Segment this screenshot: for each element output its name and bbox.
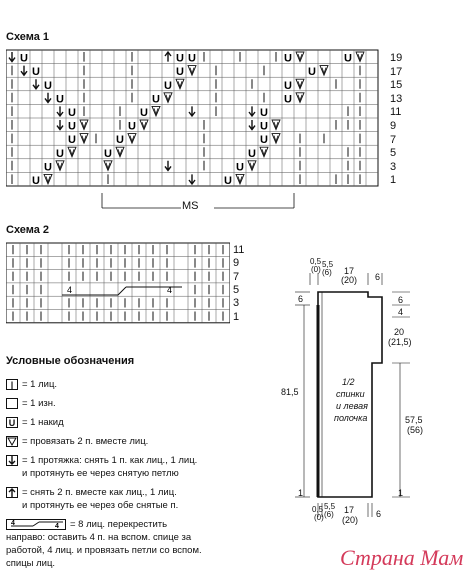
legend-title: Условные обозначения	[6, 355, 135, 367]
svg-text:0,5: 0,5	[312, 505, 324, 514]
svg-text:81,5: 81,5	[281, 387, 299, 397]
yarn-over: U	[260, 134, 268, 147]
yarn-over: U	[260, 120, 268, 133]
yarn-over: U	[68, 107, 76, 119]
row-number: 11	[233, 244, 245, 256]
svg-text:6: 6	[375, 272, 381, 282]
row-number: 15	[390, 79, 403, 92]
scheme1-chart	[6, 48, 388, 218]
legend-symbol	[6, 398, 18, 409]
row-number: 3	[390, 160, 397, 173]
yarn-over: U	[32, 66, 40, 79]
legend-text: = 8 лиц. перекрестить направо: оставить 4 п. на вспом. спице за работой, 4 лиц. и провязать петли со вспом. спицы лиц.	[6, 519, 202, 569]
yarn-over: U	[44, 79, 52, 92]
svg-text:1/2: 1/2	[342, 377, 355, 387]
yarn-over: U	[188, 52, 196, 65]
legend-text: = провязать 2 п. вместе лиц.	[22, 436, 149, 447]
legend-text: = 1 протяжка: снять 1 п. как лиц., 1 лиц. и протянуть ее через снятую петлю	[22, 455, 198, 479]
yarn-over: U	[176, 52, 184, 65]
svg-text:(0): (0)	[311, 265, 321, 274]
yarn-over: U	[308, 66, 316, 79]
svg-text:4: 4	[11, 520, 15, 527]
yarn-over: U	[44, 161, 52, 174]
watermark-logo: Страна Мам	[340, 545, 464, 570]
row-number: 17	[390, 65, 403, 78]
yarn-over: U	[284, 52, 292, 65]
row-number: 7	[233, 270, 240, 283]
scheme2-grid	[6, 243, 230, 323]
row-number: 9	[233, 257, 240, 270]
svg-text:и левая: и левая	[336, 401, 368, 411]
svg-text:(21,5): (21,5)	[388, 337, 412, 347]
row-number: 7	[390, 133, 397, 146]
row-number: 11	[390, 106, 402, 119]
scheme2-title: Схема 2	[6, 224, 50, 236]
yarn-over: U	[248, 147, 256, 160]
cable-number-left: 4	[67, 285, 73, 295]
scheme1-title: Схема 1	[6, 31, 50, 43]
svg-text:1: 1	[298, 488, 304, 498]
yarn-over: U	[20, 52, 28, 65]
row-number: 1	[233, 310, 240, 323]
row-number: 5	[233, 283, 240, 296]
svg-text:20: 20	[394, 327, 405, 337]
row-number: 1	[390, 174, 397, 187]
cable-number-right: 4	[167, 285, 173, 295]
svg-text:4: 4	[55, 523, 59, 529]
legend-symbol	[6, 436, 18, 447]
row-number: 13	[390, 92, 403, 105]
svg-text:(56): (56)	[407, 425, 424, 435]
yarn-over: U	[236, 161, 244, 174]
yarn-over: U	[284, 93, 292, 106]
svg-text:(0): (0)	[314, 513, 324, 522]
svg-text:(20): (20)	[341, 275, 358, 285]
svg-text:6: 6	[398, 295, 404, 305]
yarn-over: U	[104, 147, 112, 160]
svg-text:0,5: 0,5	[310, 257, 322, 266]
svg-text:6: 6	[376, 509, 382, 519]
yarn-over: U	[128, 120, 136, 133]
yarn-over: U	[56, 93, 64, 106]
row-number: 9	[390, 120, 397, 132]
svg-text:(6): (6)	[322, 268, 332, 277]
row-number: 3	[233, 297, 240, 310]
svg-text:57,5: 57,5	[405, 415, 423, 425]
yarn-over: U	[344, 52, 352, 65]
yarn-over: U	[260, 107, 268, 119]
svg-text:спинки: спинки	[336, 389, 365, 399]
yarn-over: U	[32, 175, 40, 187]
svg-text:полочка: полочка	[334, 413, 368, 423]
svg-text:6: 6	[298, 294, 304, 304]
yarn-over: U	[56, 147, 64, 160]
legend-text: = снять 2 п. вместе как лиц., 1 лиц. и протянуть ее через обе снятые п.	[22, 487, 179, 511]
yarn-over: U	[284, 79, 292, 92]
svg-text:4: 4	[398, 307, 404, 317]
legend-symbol: U	[6, 417, 18, 428]
svg-text:17: 17	[344, 505, 355, 515]
scheme2-chart	[6, 241, 230, 325]
yarn-over: U	[116, 134, 124, 147]
svg-text:(20): (20)	[342, 515, 359, 525]
legend-text: = 1 лиц.	[22, 379, 58, 390]
yarn-over: U	[68, 120, 76, 133]
svg-text:(6): (6)	[324, 510, 334, 519]
legend-symbol	[6, 487, 18, 498]
legend-text: = 1 изн.	[22, 398, 56, 409]
svg-text:5,5: 5,5	[322, 260, 334, 269]
yarn-over: U	[152, 93, 160, 106]
svg-text:17: 17	[344, 266, 355, 276]
ms-label: MS	[182, 200, 199, 212]
legend-symbol	[6, 519, 66, 530]
row-number: 19	[390, 52, 403, 64]
svg-text:1: 1	[398, 488, 404, 498]
yarn-over: U	[68, 134, 76, 147]
legend-symbol: |	[6, 379, 18, 390]
yarn-over: U	[224, 175, 232, 187]
yarn-over: U	[164, 79, 172, 92]
pattern-schematic	[280, 255, 470, 535]
yarn-over: U	[140, 107, 148, 119]
legend-text: = 1 накид	[22, 417, 64, 428]
row-number: 5	[390, 147, 397, 160]
legend-symbol	[6, 455, 18, 466]
yarn-over: U	[176, 66, 184, 79]
svg-text:5,5: 5,5	[324, 502, 336, 511]
